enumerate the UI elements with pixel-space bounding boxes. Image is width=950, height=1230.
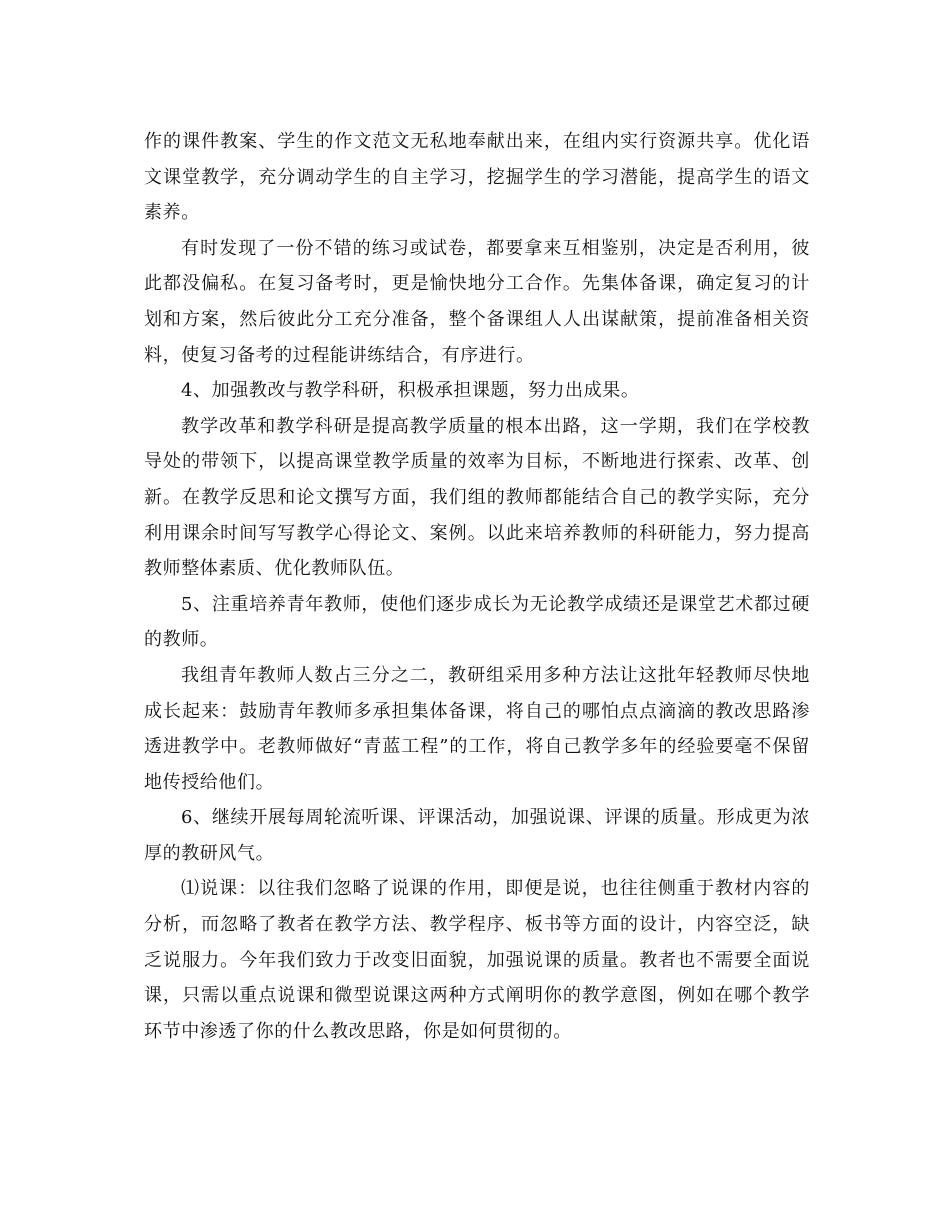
paragraph-2: 有时发现了一份不错的练习或试卷，都要拿来互相鉴别，决定是否利用，彼此都没偏私。在复习备考时，更是愉快地分工合作。先集体备课，确定复习的计划和方案，然后彼此分工充分准备，整个备课组人人出谋献策，提前准备相关资料，使复习备考的过程能讲练结合，有序进行。 <box>144 237 810 366</box>
paragraph-4: 我组青年教师人数占三分之二，教研组采用多种方法让这批年轻教师尽快地成长起来：鼓励青年教师多承担集体备课，将自己的哪怕点点滴滴的教改思路渗透进教学中。老教师做好“青蓝工程”的工作，将自己教学多年的经验要毫不保留地传授给他们。 <box>144 664 810 793</box>
section-heading-4: 4、加强教改与教学科研，积极承担课题，努力出成果。 <box>181 380 640 402</box>
section-heading-6: 6、继续开展每周轮流听课、评课活动，加强说课、评课的质量。形成更为浓厚的教研风气。 <box>144 807 810 864</box>
paragraph-1: 作的课件教案、学生的作文范文无私地奉献出来，在组内实行资源共享。优化语文课堂教学，充分调动学生的自主学习，挖掘学生的学习潜能，提高学生的语文素养。 <box>144 131 810 224</box>
section-heading-5: 5、注重培养青年教师，使他们逐步成长为无论教学成绩还是课堂艺术都过硬的教师。 <box>144 593 810 651</box>
paragraph-3: 教学改革和教学科研是提高教学质量的根本出路，这一学期，我们在学校教导处的带领下，以提高课堂教学质量的效率为目标，不断地进行探索、改革、创新。在教学反思和论文撰写方面，我们组的教师都能结合自己的教学实际，充分利用课余时间写写教学心得论文、案例。以此来培养教师的科研能力，努力提高教师整体素质、优化教师队伍。 <box>144 415 810 580</box>
paragraph-5: ⑴说课：以往我们忽略了说课的作用，即便是说，也往往侧重于教材内容的分析，而忽略了教者在教学方法、教学程序、板书等方面的设计，内容空泛，缺乏说服力。今年我们致力于改变旧面貌，加强说课的质量。教者也不需要全面说课，只需以重点说课和微型说课这两种方式阐明你的教学意图，例如在哪个教学环节中渗透了你的什么教改思路，你是如何贯彻的。 <box>144 878 810 1042</box>
document-body <box>144 124 810 1049</box>
